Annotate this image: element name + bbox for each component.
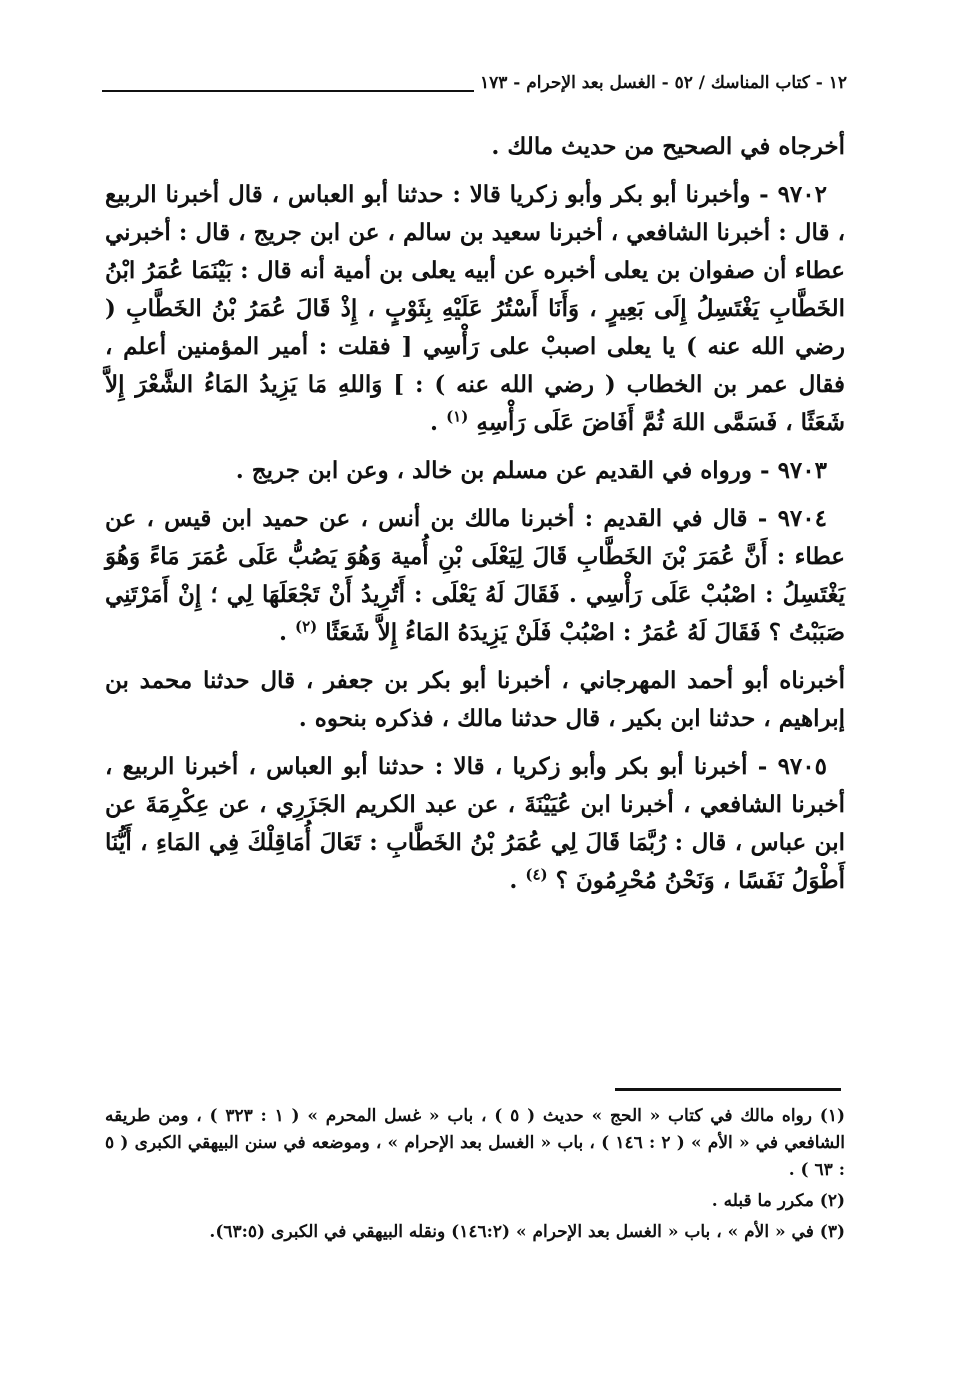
main-text bbox=[105, 128, 845, 910]
paragraph-tail: . bbox=[509, 867, 526, 894]
header-rule bbox=[102, 74, 474, 92]
paragraph-intro bbox=[105, 128, 845, 166]
footnote-1: (١) رواه مالك في كتاب « الحج » حديث ( ٥ ) ، باب « غسل المحرم » ( ١ : ٣٢٣ ) ، ومن طريقه الشافعي في « الأم » ( ٢ : ١٤٦ ) ، باب « الغسل بعد الإحرام » ، وموضعه في سنن البيهقي الكبرى ( ٥ : ٦٣ ) . bbox=[105, 1106, 845, 1180]
paragraph-text: ٩٧٠٤ - قال في القديم : أخبرنا مالك بن أنس ، عن حميد ابن قيس ، عن عطاء : أَنَّ عُمَرَ بْنَ الخَطَّابِ قَالَ لِيَعْلَى بْنِ أُمية وَهُوَ يَصُبُّ عَلَى عُمَرَ مَاءً وَهُوَ يَغْتَسِلُ : اصْبُبْ عَلَى رَأْسِي . فَقَالَ لَهُ يَعْلَى : أَتُرِيدُ أَنْ تَجْعَلَهَا لِي ؛ إِنْ أَمَرْتَنِي صَبَبْتُ ؟ فَقَالَ لَهُ عُمَرُ : اصْبُبْ فَلَنْ يَزِيدَهُ المَاءُ إِلاَّ شَعَثًا bbox=[105, 505, 845, 646]
paragraph-text: ٩٧٠٣ - ورواه في القديم عن مسلم بن خالد ، وعن ابن جريج . bbox=[235, 457, 827, 484]
footnote-3: (٣) في « الأم » ، باب « الغسل بعد الإحرام » (١٤٦:٢) ونقله البيهقي في الكبرى (٦٣:٥). bbox=[209, 1222, 845, 1242]
paragraph-text: أخبرناه أبو أحمد المهرجاني ، أخبرنا أبو بكر بن جعفر ، قال حدثنا محمد بن إبراهيم ، حدثنا ابن بكير ، قال حدثنا مالك ، فذكره بنحوه . bbox=[105, 667, 845, 732]
footnotes bbox=[105, 1103, 845, 1250]
footnote-separator bbox=[615, 1088, 841, 1091]
hadith-9704 bbox=[105, 500, 845, 652]
footnote-2: (٢) مكرر ما قبله . bbox=[711, 1191, 845, 1211]
hadith-9705 bbox=[105, 748, 845, 900]
footnote-ref-1[interactable]: (١) bbox=[446, 407, 469, 426]
paragraph-tail: . bbox=[278, 619, 295, 646]
paragraph-tail: . bbox=[430, 409, 447, 436]
hadith-9703 bbox=[105, 452, 845, 490]
paragraph-text: ٩٧٠٢ - وأخبرنا أبو بكر وأبو زكريا قالا : حدثنا أبو العباس ، قال أخبرنا الربيع ، قال : أخبرنا الشافعي ، أخبرنا سعيد بن سالم ، عن ابن جريج ، قال : أخبرني عطاء أن صفوان بن يعلى أخبره عن أبيه يعلى بن أمية أنه قال : بَيْنَمَا عُمَرُ ابْنُ الخَطَّابِ يَغْتَسِلُ إِلَى بَعِيرٍ ، وَأَنَا أَسْتُرُ عَلَيْهِ بِثَوْبٍ ، إِذْ قَالَ عُمَرُ بْنُ الخَطَّابِ ( رضي الله عنه ) يا يعلى اصببْ على رَأْسِي [ فقلت : أمير المؤمنين أعلم ، فقال عمر بن الخطاب ( رضي الله عنه ) : ] وَاللهِ مَا يَزِيدُ المَاءُ الشَّعْرَ إِلاَّ شَعَثًا ، فَسَمَّى اللهَ ثُمَّ أَفَاضَ عَلَى رَأْسِهِ bbox=[105, 181, 845, 436]
page-header bbox=[102, 66, 847, 100]
paragraph-chain bbox=[105, 662, 845, 738]
running-head: ١٢ - كتاب المناسك / ٥٢ - الغسل بعد الإحرام - ١٧٣ bbox=[479, 73, 847, 93]
paragraph-text: أخرجاه في الصحيح من حديث مالك . bbox=[491, 133, 845, 160]
footnote-ref-4[interactable]: (٤) bbox=[525, 865, 548, 884]
hadith-9702 bbox=[105, 176, 845, 442]
paragraph-text: ٩٧٠٥ - أخبرنا أبو بكر وأبو زكريا ، قالا : حدثنا أبو العباس ، أخبرنا الربيع ، أخبرنا الشافعي ، أخبرنا ابن عُيَيْنَةَ ، عن عبد الكريم الجَزَرِي ، عن عِكْرِمَةَ عن ابن عباس ، قال : رُبَّمَا قَالَ لِي عُمَرُ بْنُ الخَطَّابِ : تَعَالَ أُمَاقِلْكَ فِي المَاءِ ، أَيُّنَا أَطْوَلُ نَفَسًا ، وَنَحْنُ مُحْرِمُونَ ؟ bbox=[105, 753, 845, 894]
footnote-ref-2[interactable]: (٢) bbox=[295, 617, 318, 636]
